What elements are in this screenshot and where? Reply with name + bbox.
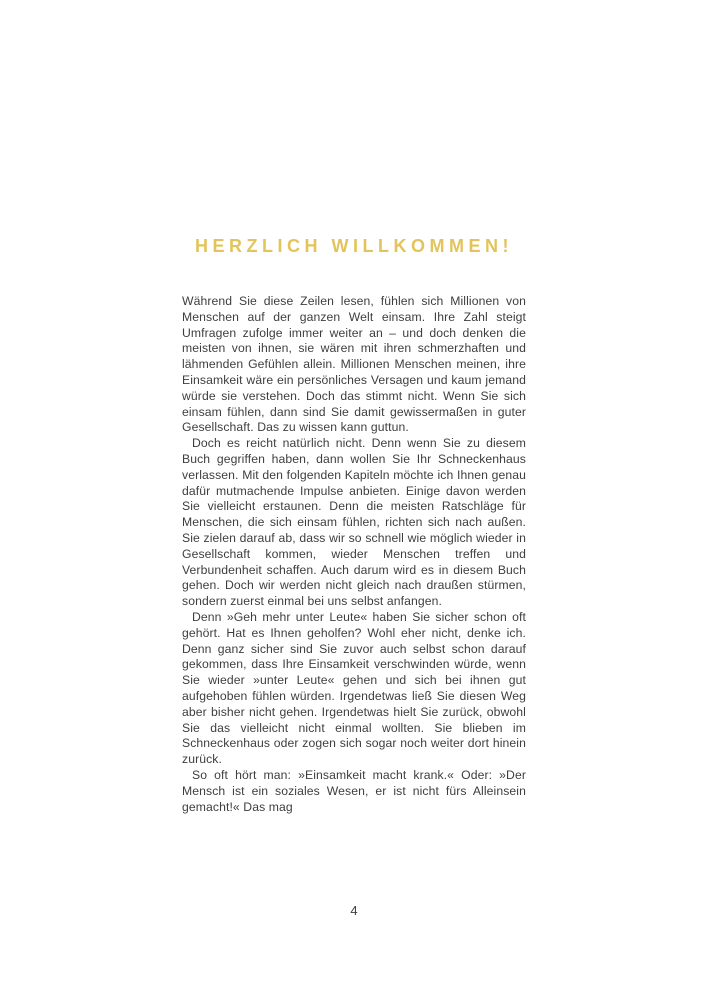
page-number: 4 bbox=[350, 903, 358, 918]
body-paragraph: Denn »Geh mehr unter Leute« haben Sie sicher schon oft gehört. Hat es Ihnen geholfen? Wohl eher nicht, denke ich. Denn ganz sicher sind Sie zuvor auch selbst schon darauf gekommen, dass Ihre Einsamkeit verschwinden würde, wenn Sie wieder »unter Leute« gehen und sich bei ihnen gut aufgehoben fühlen würden. Irgendetwas ließ Sie diesen Weg aber bisher nicht gehen. Irgendetwas hielt Sie zurück, obwohl Sie das vielleicht nicht einmal wollten. Sie blieben im Schneckenhaus oder zogen sich sogar noch weiter dort hinein zurück. bbox=[182, 609, 526, 767]
body-paragraph: Doch es reicht natürlich nicht. Denn wenn Sie zu diesem Buch gegriffen haben, dann wollen Sie Ihr Schneckenhaus verlassen. Mit den folgenden Kapiteln möchte ich Ihnen genau dafür mutmachende Impulse anbieten. Einige davon werden Sie vielleicht erstaunen. Denn die meisten Ratschläge für Menschen, die sich einsam fühlen, richten sich nach außen. Sie zielen darauf ab, dass wir so schnell wie möglich wieder in Gesellschaft kommen, wieder Menschen treffen und Verbundenheit schaffen. Auch darum wird es in diesem Buch gehen. Doch wir werden nicht gleich nach draußen stürmen, sondern zuerst einmal bei uns selbst anfangen. bbox=[182, 436, 526, 609]
body-text-block bbox=[182, 294, 526, 815]
chapter-heading: HERZLICH WILLKOMMEN! bbox=[195, 236, 513, 256]
body-paragraph: So oft hört man: »Einsamkeit macht krank.« Oder: »Der Mensch ist ein soziales Wesen, er ist nicht fürs Alleinsein gemacht!« Das mag bbox=[182, 767, 526, 814]
body-paragraph: Während Sie diese Zeilen lesen, fühlen sich Millionen von Menschen auf der ganzen Welt einsam. Ihre Zahl steigt Umfragen zufolge immer weiter an – und doch denken die meisten von ihnen, sie wären mit ihren schmerzhaften und lähmenden Gefühlen allein. Millionen Menschen meinen, ihre Einsamkeit wäre ein persönliches Versagen und kaum jemand würde sie verstehen. Doch das stimmt nicht. Wenn Sie sich einsam fühlen, dann sind Sie damit gewissermaßen in guter Gesellschaft. Das zu wissen kann guttun. bbox=[182, 294, 526, 435]
